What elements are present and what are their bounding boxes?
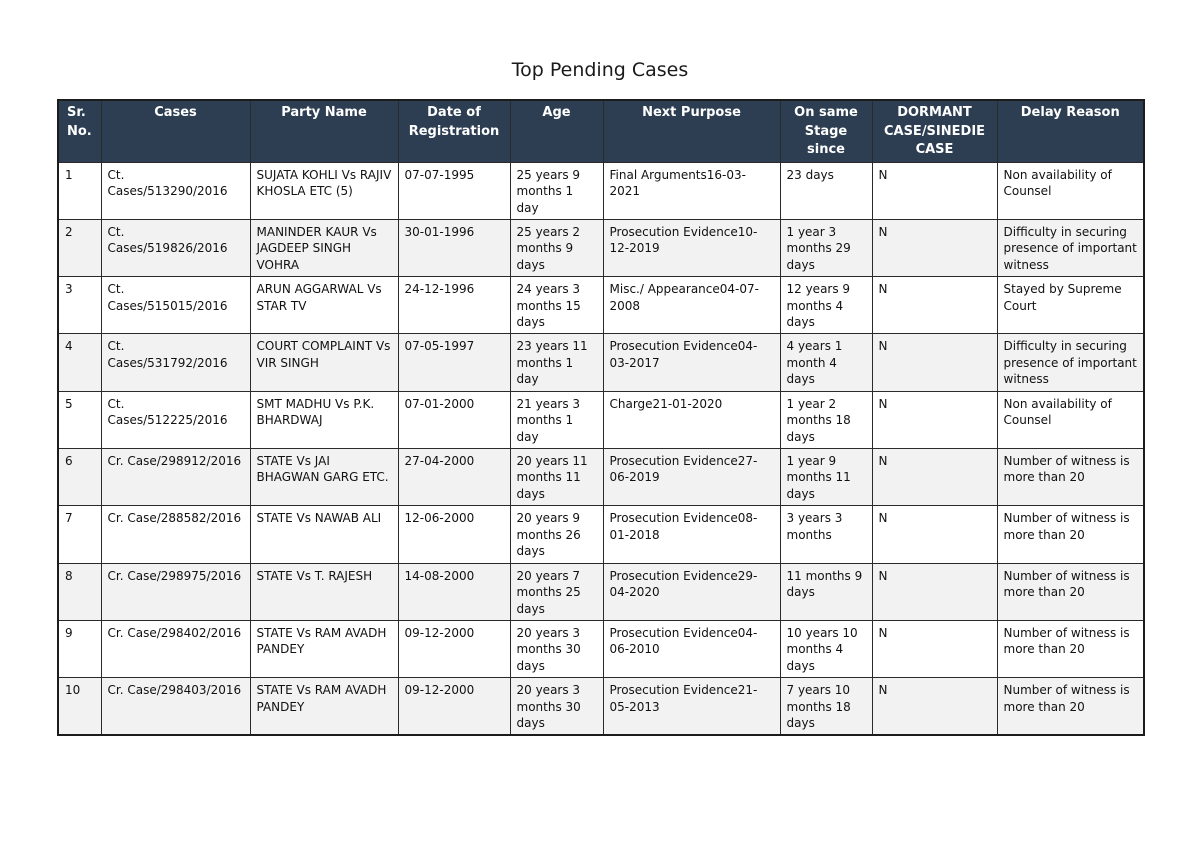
- cell-same-stage-since: 23 days: [780, 162, 872, 219]
- cell-case-number: Cr. Case/288582/2016: [101, 506, 250, 563]
- column-header-dormant-case: DORMANT CASE/SINEDIE CASE: [872, 100, 997, 162]
- header-row: [58, 100, 1144, 162]
- cell-sr-no: 5: [58, 391, 101, 448]
- cell-next-purpose: Prosecution Evidence04-06-2010: [603, 620, 780, 677]
- cell-case-number: Ct. Cases/515015/2016: [101, 277, 250, 334]
- cell-case-number: Cr. Case/298975/2016: [101, 563, 250, 620]
- table-row: [58, 620, 1144, 677]
- cell-party-name: STATE Vs RAM AVADH PANDEY: [250, 678, 398, 735]
- cell-delay-reason: Number of witness is more than 20: [997, 678, 1144, 735]
- pending-cases-table: [57, 99, 1145, 736]
- cell-dormant: N: [872, 506, 997, 563]
- cell-party-name: COURT COMPLAINT Vs VIR SINGH: [250, 334, 398, 391]
- cell-registration-date: 30-01-1996: [398, 219, 510, 276]
- cell-dormant: N: [872, 277, 997, 334]
- cell-registration-date: 12-06-2000: [398, 506, 510, 563]
- cell-party-name: ARUN AGGARWAL Vs STAR TV: [250, 277, 398, 334]
- cell-delay-reason: Stayed by Supreme Court: [997, 277, 1144, 334]
- cell-age: 20 years 11 months 11 days: [510, 448, 603, 505]
- cell-case-number: Ct. Cases/519826/2016: [101, 219, 250, 276]
- column-header-date-of-registration: Date of Registration: [398, 100, 510, 162]
- cell-dormant: N: [872, 678, 997, 735]
- cell-same-stage-since: 1 year 9 months 11 days: [780, 448, 872, 505]
- cell-case-number: Cr. Case/298403/2016: [101, 678, 250, 735]
- cell-same-stage-since: 7 years 10 months 18 days: [780, 678, 872, 735]
- cell-dormant: N: [872, 448, 997, 505]
- cell-registration-date: 09-12-2000: [398, 620, 510, 677]
- cell-next-purpose: Prosecution Evidence27-06-2019: [603, 448, 780, 505]
- cell-registration-date: 09-12-2000: [398, 678, 510, 735]
- cell-delay-reason: Difficulty in securing presence of important witness: [997, 334, 1144, 391]
- cell-same-stage-since: 12 years 9 months 4 days: [780, 277, 872, 334]
- cell-age: 20 years 7 months 25 days: [510, 563, 603, 620]
- cell-age: 23 years 11 months 1 day: [510, 334, 603, 391]
- cell-sr-no: 3: [58, 277, 101, 334]
- cell-age: 20 years 9 months 26 days: [510, 506, 603, 563]
- cell-delay-reason: Number of witness is more than 20: [997, 620, 1144, 677]
- cell-sr-no: 9: [58, 620, 101, 677]
- table-row: [58, 563, 1144, 620]
- cell-dormant: N: [872, 391, 997, 448]
- cell-next-purpose: Charge21-01-2020: [603, 391, 780, 448]
- cell-age: 20 years 3 months 30 days: [510, 678, 603, 735]
- cell-age: 24 years 3 months 15 days: [510, 277, 603, 334]
- cell-same-stage-since: 4 years 1 month 4 days: [780, 334, 872, 391]
- page-title: Top Pending Cases: [511, 59, 689, 81]
- table-row: [58, 391, 1144, 448]
- cell-case-number: Cr. Case/298912/2016: [101, 448, 250, 505]
- cell-sr-no: 10: [58, 678, 101, 735]
- cell-sr-no: 2: [58, 219, 101, 276]
- cell-next-purpose: Misc./ Appearance04-07-2008: [603, 277, 780, 334]
- cell-sr-no: 6: [58, 448, 101, 505]
- cell-case-number: Ct. Cases/513290/2016: [101, 162, 250, 219]
- cell-delay-reason: Difficulty in securing presence of important witness: [997, 219, 1144, 276]
- cell-party-name: SUJATA KOHLI Vs RAJIV KHOSLA ETC (5): [250, 162, 398, 219]
- cell-dormant: N: [872, 219, 997, 276]
- column-header-age: Age: [510, 100, 603, 162]
- table-row: [58, 334, 1144, 391]
- column-header-on-same-stage-since: On same Stage since: [780, 100, 872, 162]
- cell-same-stage-since: 1 year 2 months 18 days: [780, 391, 872, 448]
- cell-sr-no: 1: [58, 162, 101, 219]
- cell-next-purpose: Prosecution Evidence21-05-2013: [603, 678, 780, 735]
- cell-registration-date: 07-01-2000: [398, 391, 510, 448]
- cell-dormant: N: [872, 563, 997, 620]
- cell-party-name: SMT MADHU Vs P.K. BHARDWAJ: [250, 391, 398, 448]
- cell-party-name: MANINDER KAUR Vs JAGDEEP SINGH VOHRA: [250, 219, 398, 276]
- cell-age: 25 years 2 months 9 days: [510, 219, 603, 276]
- cell-age: 20 years 3 months 30 days: [510, 620, 603, 677]
- cell-sr-no: 7: [58, 506, 101, 563]
- cell-delay-reason: Number of witness is more than 20: [997, 448, 1144, 505]
- cell-dormant: N: [872, 334, 997, 391]
- column-header-delay-reason: Delay Reason: [997, 100, 1144, 162]
- cell-party-name: STATE Vs T. RAJESH: [250, 563, 398, 620]
- column-header-next-purpose: Next Purpose: [603, 100, 780, 162]
- cell-next-purpose: Prosecution Evidence10-12-2019: [603, 219, 780, 276]
- cell-age: 21 years 3 months 1 day: [510, 391, 603, 448]
- column-header-party-name: Party Name: [250, 100, 398, 162]
- cell-registration-date: 27-04-2000: [398, 448, 510, 505]
- cell-delay-reason: Non availability of Counsel: [997, 162, 1144, 219]
- cell-same-stage-since: 3 years 3 months: [780, 506, 872, 563]
- table-row: [58, 448, 1144, 505]
- cell-party-name: STATE Vs RAM AVADH PANDEY: [250, 620, 398, 677]
- cell-delay-reason: Number of witness is more than 20: [997, 506, 1144, 563]
- cell-registration-date: 07-07-1995: [398, 162, 510, 219]
- column-header-cases: Cases: [101, 100, 250, 162]
- table-row: [58, 277, 1144, 334]
- cell-registration-date: 24-12-1996: [398, 277, 510, 334]
- table-row: [58, 162, 1144, 219]
- cell-case-number: Cr. Case/298402/2016: [101, 620, 250, 677]
- cell-delay-reason: Non availability of Counsel: [997, 391, 1144, 448]
- cell-dormant: N: [872, 620, 997, 677]
- table-row: [58, 678, 1144, 735]
- cell-registration-date: 14-08-2000: [398, 563, 510, 620]
- cell-dormant: N: [872, 162, 997, 219]
- table-row: [58, 506, 1144, 563]
- table-header: [58, 100, 1144, 162]
- cell-sr-no: 8: [58, 563, 101, 620]
- cell-case-number: Ct. Cases/512225/2016: [101, 391, 250, 448]
- cell-age: 25 years 9 months 1 day: [510, 162, 603, 219]
- cell-same-stage-since: 11 months 9 days: [780, 563, 872, 620]
- column-header-sr-no: Sr. No.: [58, 100, 101, 162]
- cell-delay-reason: Number of witness is more than 20: [997, 563, 1144, 620]
- cell-next-purpose: Final Arguments16-03-2021: [603, 162, 780, 219]
- cell-party-name: STATE Vs NAWAB ALI: [250, 506, 398, 563]
- cell-sr-no: 4: [58, 334, 101, 391]
- cell-next-purpose: Prosecution Evidence04-03-2017: [603, 334, 780, 391]
- table-body: [58, 162, 1144, 735]
- cell-next-purpose: Prosecution Evidence29-04-2020: [603, 563, 780, 620]
- cell-case-number: Ct. Cases/531792/2016: [101, 334, 250, 391]
- cell-same-stage-since: 10 years 10 months 4 days: [780, 620, 872, 677]
- cell-party-name: STATE Vs JAI BHAGWAN GARG ETC.: [250, 448, 398, 505]
- cell-registration-date: 07-05-1997: [398, 334, 510, 391]
- table-row: [58, 219, 1144, 276]
- cell-next-purpose: Prosecution Evidence08-01-2018: [603, 506, 780, 563]
- cell-same-stage-since: 1 year 3 months 29 days: [780, 219, 872, 276]
